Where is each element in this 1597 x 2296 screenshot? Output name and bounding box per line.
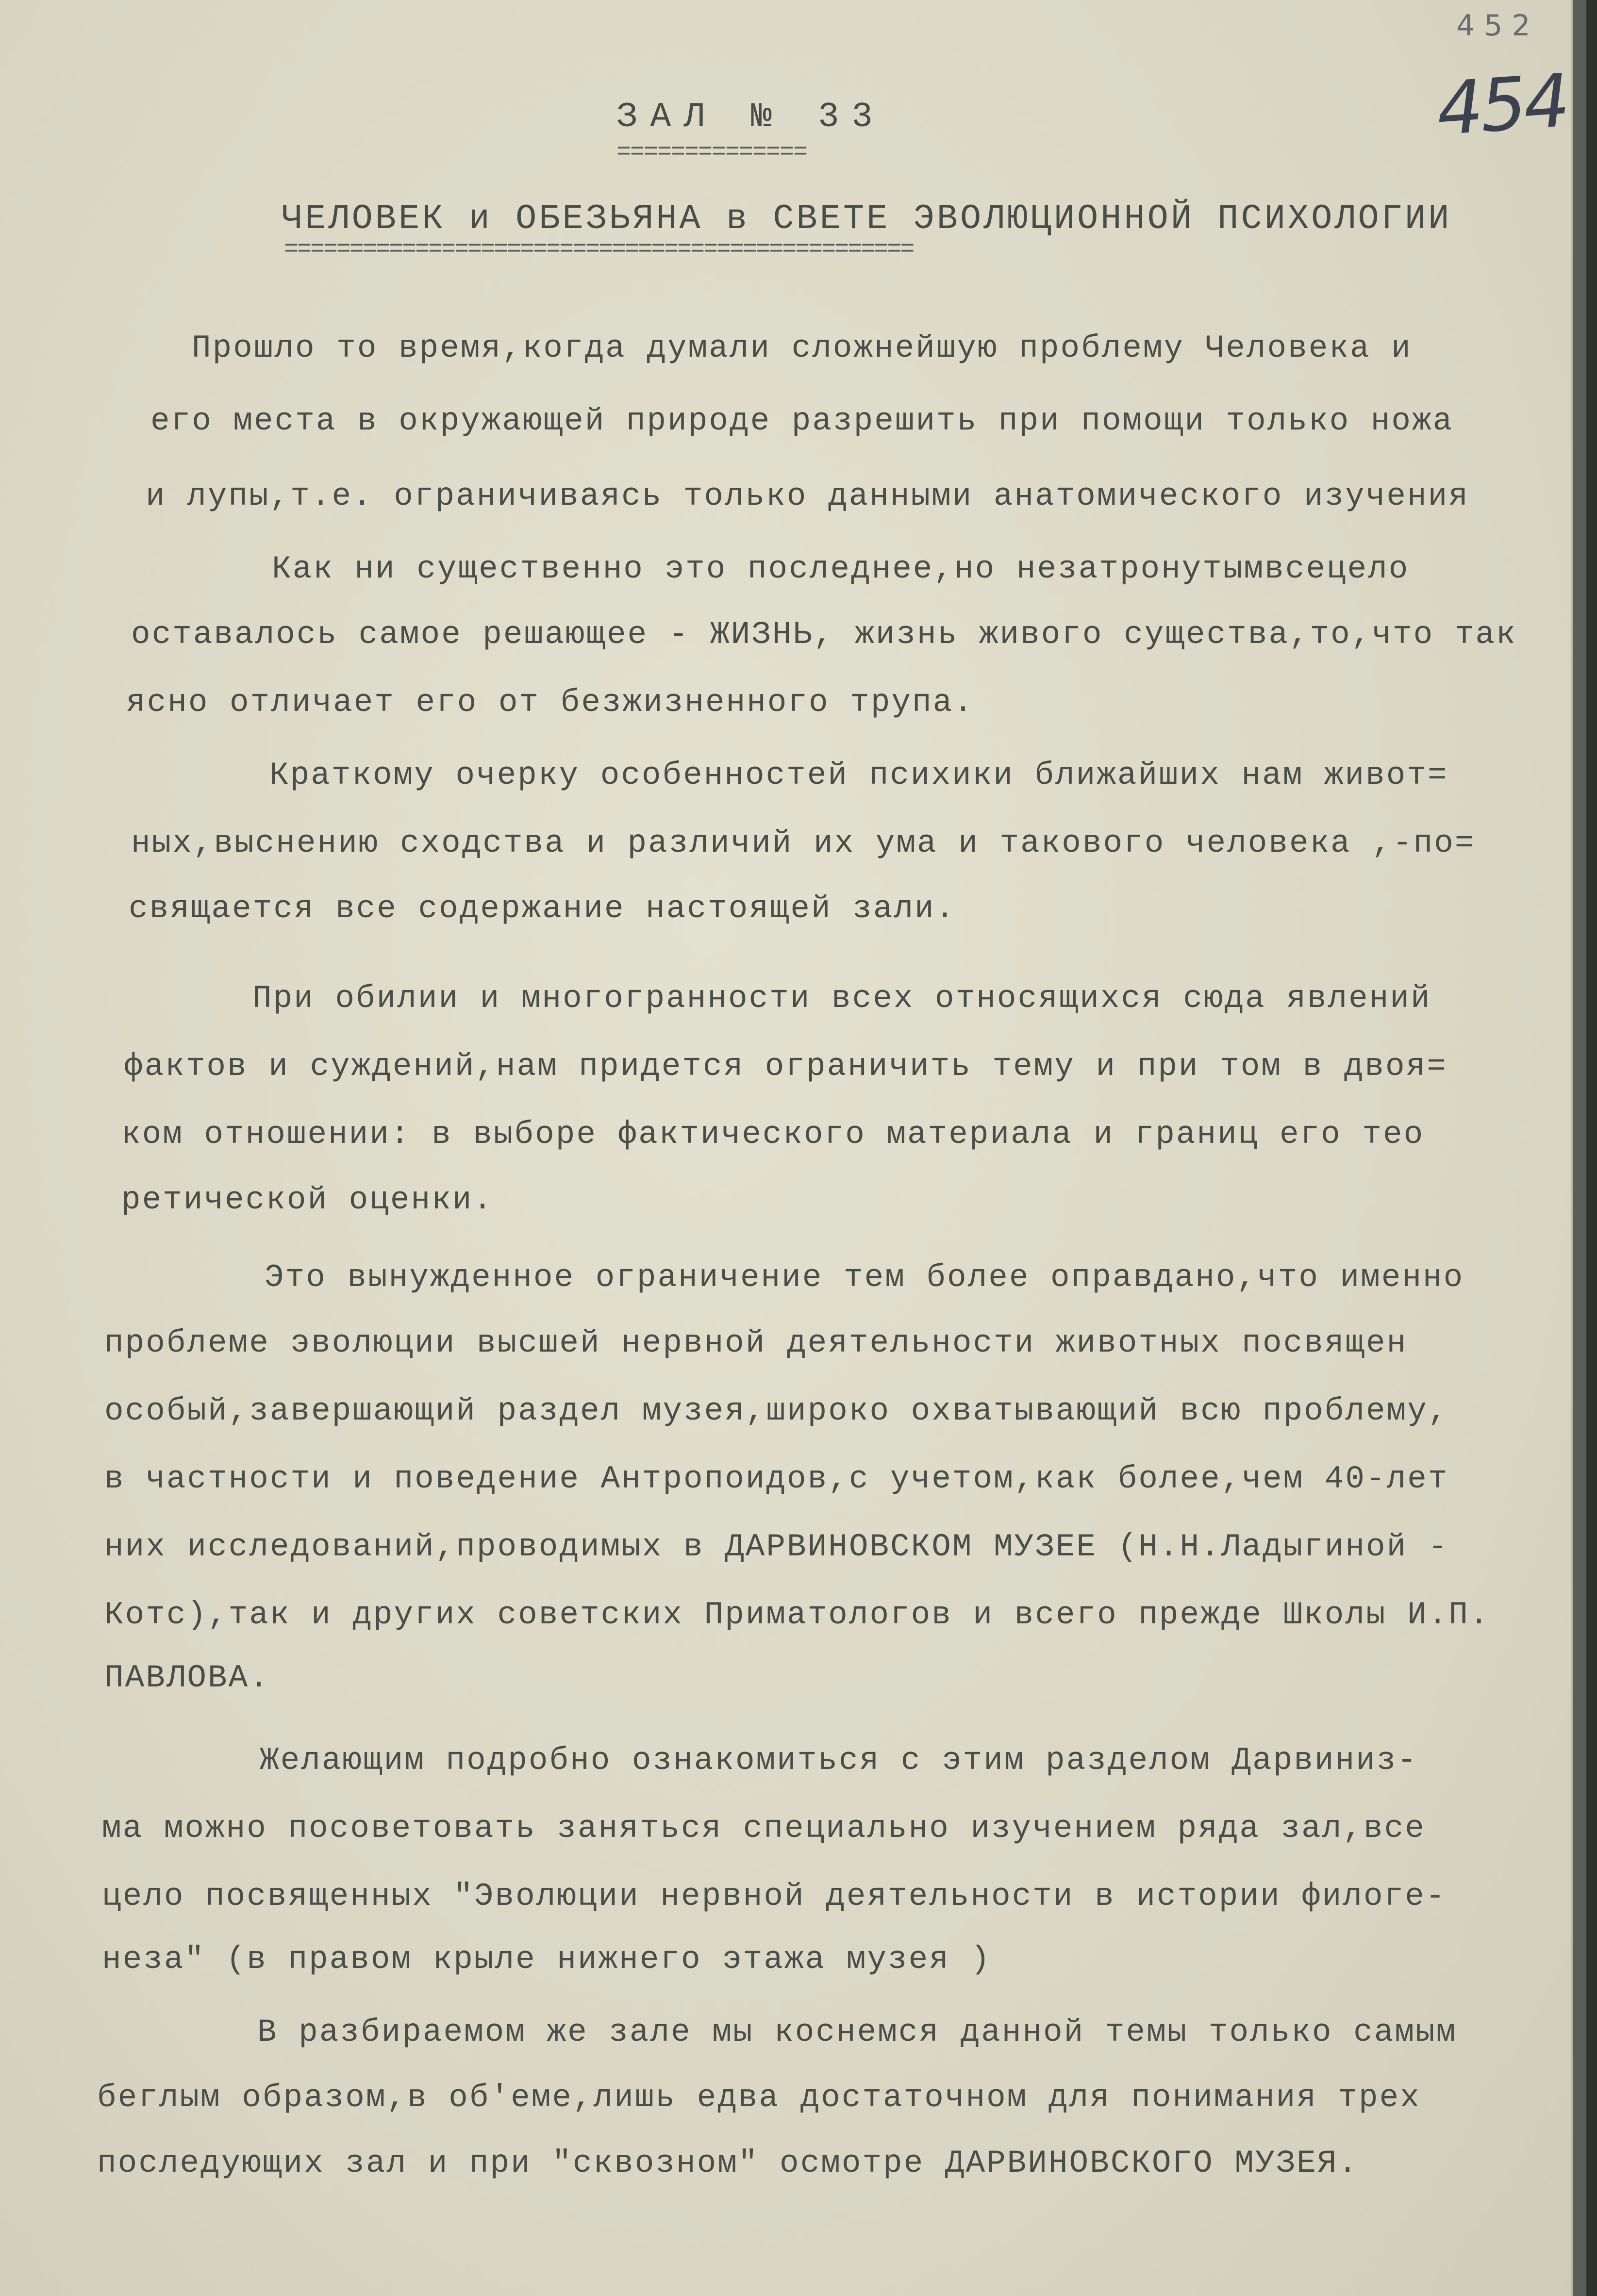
text-line: ком отношении: в выборе фактического материала и границ его тео [121, 1116, 1425, 1153]
corner-mark: 4 5 2 [1456, 9, 1530, 43]
text-line: особый,завершающий раздел музея,широко охватывающий всю проблему, [104, 1393, 1449, 1429]
text-line: Прошло то время,когда думали сложнейшую проблему Человека и [192, 330, 1412, 366]
text-line: Краткому очерку особенностей психики ближайших нам живот= [269, 757, 1448, 793]
section-subtitle: ЧЕЛОВЕК и ОБЕЗЬЯНА в СВЕТЕ ЭВОЛЮЦИОННОЙ ПСИХОЛОГИИ [282, 199, 1452, 239]
text-line: беглым образом,в об'еме,лишь едва достаточном для понимания трех [97, 2080, 1421, 2116]
text-line: свящается все содержание настоящей зали. [129, 891, 956, 927]
hall-title-underline: ============== [616, 139, 807, 166]
section-subtitle-underline: ================================================ [284, 236, 914, 264]
text-line: цело посвященных "Эволюции нервной деятельности в истории филоге- [102, 1878, 1447, 1915]
text-line: Как ни существенно это последнее,но незатронутымвсецело [272, 551, 1410, 587]
text-line: ных,выснению сходства и различий их ума и такового человека ,-по= [131, 825, 1476, 861]
hall-title: ЗАЛ № 33 [616, 97, 885, 137]
handwritten-page-number: 454 [1434, 58, 1570, 152]
text-line: ретической оценки. [121, 1182, 494, 1218]
text-line: них исследований,проводимых в ДАРВИНОВСКОМ МУЗЕЕ (Н.Н.Ладыгиной - [104, 1529, 1449, 1565]
text-line: Это вынужденное ограничение тем более оправдано,что именно [265, 1259, 1464, 1296]
text-line: и лупы,т.е. ограничиваясь только данными анатомического изучения [146, 478, 1469, 514]
text-line: последующих зал и при "сквозном" осмотре ДАРВИНОВСКОГО МУЗЕЯ. [97, 2145, 1359, 2181]
text-line: Желающим подробно ознакомиться с этим разделом Дарвиниз- [260, 1742, 1418, 1779]
text-line: В разбираемом же зале мы коснемся данной темы только самым [257, 2014, 1457, 2050]
binding-edge [1586, 0, 1597, 2296]
text-line: проблеме эволюции высшей нервной деятельности животных посвящен [104, 1325, 1408, 1361]
text-line: фактов и суждений,нам придется ограничить тему и при том в двоя= [124, 1048, 1447, 1085]
text-line: в частности и поведение Антропоидов,с учетом,как более,чем 40-лет [104, 1461, 1449, 1497]
text-line: его места в окружающей природе разрешить при помощи только ножа [150, 403, 1454, 439]
text-line: оставалось самое решающее - ЖИЗНЬ, жизнь живого существа,то,что так [131, 616, 1517, 653]
text-line: ясно отличает его от безжизненного трупа. [126, 684, 974, 721]
text-line: неза" (в правом крыле нижнего этажа музея ) [102, 1941, 992, 1978]
text-line: ма можно посоветовать заняться специально изучением ряда зал,все [102, 1810, 1426, 1847]
text-line: Котс),так и других советских Приматологов и всего прежде Школы И.П. [104, 1597, 1490, 1633]
text-line: ПАВЛОВА. [104, 1660, 270, 1696]
text-line: При обилии и многогранности всех относящихся сюда явлений [252, 980, 1431, 1017]
